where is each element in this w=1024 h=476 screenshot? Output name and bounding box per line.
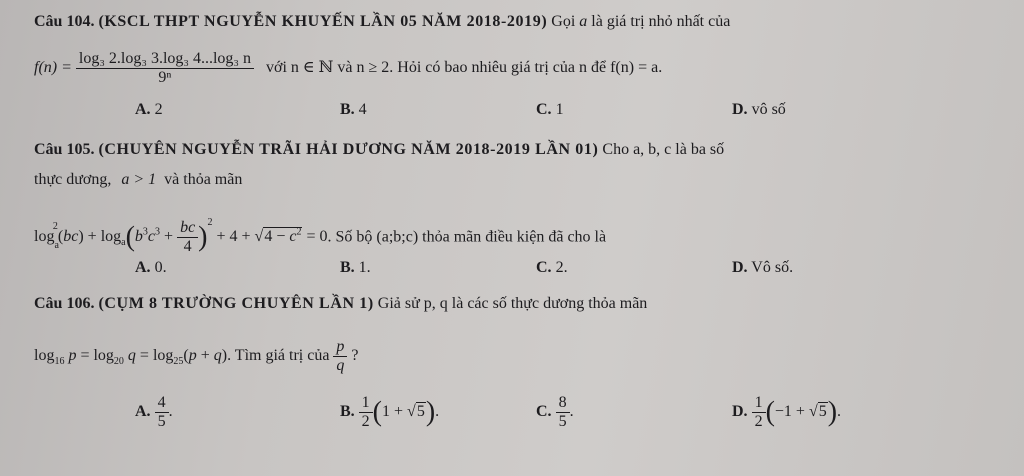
equation-main: $\log_{16} p = \log_{20} q = \log_{25}(p + q)$ bbox=[34, 347, 228, 368]
question-intro: Cho a, b, c là ba số bbox=[602, 141, 725, 158]
option-b[interactable]: B. 4 bbox=[340, 101, 367, 118]
question-intro: Giả sử p, q là các số thực dương thỏa mãn bbox=[377, 295, 648, 312]
option-a[interactable]: A. 2 bbox=[135, 101, 163, 118]
question-condition: với n ∈ ℕ và n ≥ 2. Hỏi có bao nhiêu giá trị của n để f(n) = a. bbox=[266, 59, 663, 77]
question-source: (CỤM 8 TRƯỜNG CHUYÊN LẦN 1) bbox=[98, 295, 374, 312]
option-c[interactable]: C. $\frac{8}{5}$ . bbox=[536, 393, 574, 430]
fraction-numerator: log₃ 2.log₃ 3.log₃ 4...log₃ n bbox=[76, 50, 254, 69]
question-label: Câu 105. bbox=[34, 141, 95, 158]
option-a[interactable]: A. $\frac{4}{5}$ . bbox=[135, 393, 173, 430]
function-lhs: f(n) = bbox=[34, 59, 72, 77]
question-105-line2: thực dương, a > 1 và thỏa mãn bbox=[34, 171, 243, 188]
question-105-header bbox=[34, 140, 724, 160]
equation-main: $\log_a^2(bc) + \log_a(b^3c^3$ + $\frac{bc}{4}$ )$^2 + 4 + √4 - c^2 = 0$ bbox=[34, 217, 328, 256]
question-intro-tail: là giá trị nhỏ nhất của bbox=[591, 13, 731, 30]
question-label: Câu 104. bbox=[34, 13, 95, 30]
fraction-denominator: 9ⁿ bbox=[158, 69, 172, 86]
option-d[interactable]: D. $\frac{1}{2}$ (−1 + √5). bbox=[732, 393, 842, 430]
option-c[interactable]: C. 2. bbox=[536, 259, 568, 276]
option-d[interactable]: D. Vô số. bbox=[732, 259, 794, 276]
question-source: (KSCL THPT NGUYỄN KHUYẾN LẦN 05 NĂM 2018-2019) bbox=[98, 13, 548, 30]
question-label: Câu 106. bbox=[34, 295, 95, 312]
equation-tail: . Tìm giá trị của bbox=[227, 347, 330, 364]
question-104-formula bbox=[34, 50, 662, 87]
option-b[interactable]: B. 1. bbox=[340, 259, 371, 276]
option-d[interactable]: D. vô số bbox=[732, 101, 786, 118]
question-intro: Gọi bbox=[551, 13, 576, 30]
question-105-equation bbox=[34, 213, 606, 264]
ratio-fraction: $\frac{p}{q}$ bbox=[333, 338, 347, 375]
question-106-header bbox=[34, 294, 647, 314]
function-fraction bbox=[76, 50, 254, 87]
option-c[interactable]: C. 1 bbox=[536, 101, 564, 118]
question-104-header: Câu 104. (KSCL THPT NGUYỄN KHUYẾN LẦN 05 NĂM 2018-2019) Gọi a là giá trị nhỏ nhất của bbox=[34, 13, 731, 30]
question-source: (CHUYÊN NGUYỄN TRÃI HẢI DƯƠNG NĂM 2018-2019 LẦN 01) bbox=[98, 141, 599, 158]
question-106-equation: $\log_{16} p = \log_{20} q = \log_{25}(p + q)$. Tìm giá trị của $\frac{p}{q}$ ? bbox=[34, 337, 359, 374]
option-b[interactable]: B. $\frac{1}{2}$ (1 + √5). bbox=[340, 393, 440, 430]
option-a[interactable]: A. 0. bbox=[135, 259, 167, 276]
equation-tail: . Số bộ (a;b;c) thỏa mãn điều kiện đã cho là bbox=[327, 228, 607, 246]
